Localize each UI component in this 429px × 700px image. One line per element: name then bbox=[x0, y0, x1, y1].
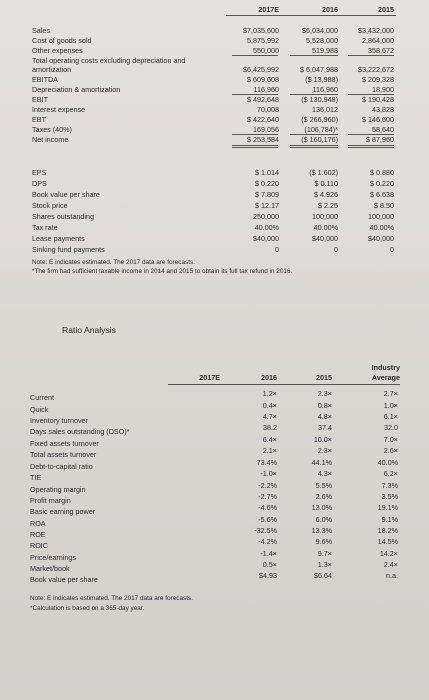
per-share-cell: $40,000 bbox=[253, 234, 279, 243]
ratio-cell-2016: $4.93 bbox=[259, 571, 277, 580]
ratio-cell-industry: 3.5% bbox=[381, 492, 398, 501]
ratio-cell-industry: 2.6× bbox=[383, 446, 398, 455]
net-income-double-rule bbox=[290, 147, 338, 148]
financials-cell: ($ 13,988) bbox=[305, 75, 338, 84]
ratio-cell-industry: 9.1% bbox=[381, 515, 398, 524]
ratio-row-label: ROIC bbox=[30, 541, 48, 550]
ratio-cell-2015: 6.0% bbox=[315, 515, 332, 524]
ratio-cell-industry: n.a. bbox=[386, 571, 398, 580]
per-share-cell: $ 8.50 bbox=[374, 201, 394, 210]
ratio-row-label: Market/book bbox=[30, 564, 70, 573]
ratio-cell-2015: 5.5% bbox=[315, 481, 332, 490]
financials-row-label: Interest expense bbox=[32, 105, 86, 114]
financials-row-label: Net income bbox=[32, 135, 69, 144]
ratio-header-rule bbox=[168, 384, 400, 385]
ratio-cell-2015: 9.7× bbox=[317, 549, 332, 558]
ratio-row-label: ROE bbox=[30, 530, 46, 539]
per-share-row-label: Book value per share bbox=[32, 190, 100, 199]
financials-header-2: 2015 bbox=[378, 5, 394, 14]
financials-cell: $3,222,672 bbox=[358, 65, 394, 74]
ratio-cell-2016: 1.2× bbox=[262, 389, 277, 398]
per-share-cell: $ 6.638 bbox=[370, 190, 394, 199]
financials-note: Note: E indicates estimated. The 2017 data are forecasts. bbox=[32, 259, 195, 266]
ratio-cell-industry: 7.3% bbox=[381, 481, 398, 490]
per-share-cell: $ 0.880 bbox=[370, 168, 394, 177]
ratio-cell-2016: 0.4× bbox=[262, 401, 277, 410]
financials-cell: 169,056 bbox=[253, 125, 279, 134]
net-income-double-rule bbox=[348, 147, 394, 148]
per-share-cell: $40,000 bbox=[368, 234, 394, 243]
financials-cell: 43,828 bbox=[372, 105, 394, 114]
financials-cell: ($ 130,948) bbox=[301, 95, 338, 104]
financials-cell: 58,640 bbox=[372, 125, 394, 134]
ratio-row-label: Days sales outstanding (DSO)* bbox=[30, 427, 130, 436]
financials-cell: $7,035,600 bbox=[243, 26, 279, 35]
ratio-cell-2015: 2.3× bbox=[317, 446, 332, 455]
ratio-cell-industry: 14.2× bbox=[379, 549, 398, 558]
financials-row-label: Taxes (40%) bbox=[32, 125, 72, 134]
ratio-cell-industry: 18.2% bbox=[377, 526, 398, 535]
financials-cell: 519,988 bbox=[312, 46, 338, 55]
ratio-cell-2015: 13.3% bbox=[311, 526, 332, 535]
financials-cell: 358,672 bbox=[368, 46, 394, 55]
net-income-rule bbox=[348, 145, 394, 146]
ratio-cell-industry: 2.4× bbox=[383, 560, 398, 569]
ratio-analysis-title: Ratio Analysis bbox=[62, 325, 116, 335]
ratio-cell-2015: 10.0× bbox=[313, 435, 332, 444]
ratio-cell-2015: 9.6% bbox=[315, 537, 332, 546]
ratio-cell-2016: -1.4× bbox=[260, 549, 277, 558]
ratio-cell-2015: 2.3× bbox=[317, 389, 332, 398]
ratio-row-label: ROA bbox=[30, 519, 46, 528]
ratio-cell-2016: 6.4× bbox=[262, 435, 277, 444]
ratio-note: Note: E indicates estimated. The 2017 data are forecasts. bbox=[30, 595, 193, 602]
financials-cell: 550,000 bbox=[253, 46, 279, 55]
financials-cell: 116,960 bbox=[253, 85, 279, 94]
net-income-double-rule bbox=[232, 147, 278, 148]
per-share-cell: $ 1.014 bbox=[255, 168, 279, 177]
ratio-cell-2016: -32.5% bbox=[254, 526, 277, 535]
financials-row-label: Sales bbox=[32, 26, 50, 35]
taxes-rule bbox=[290, 134, 338, 135]
financials-footnote: *The firm had sufficient taxable income in 2014 and 2015 to obtain its full tax refund in 2016. bbox=[32, 268, 293, 275]
net-income-rule bbox=[232, 145, 278, 146]
ratio-row-label: Debt-to-capital ratio bbox=[30, 462, 93, 471]
per-share-row-label: Shares outstanding bbox=[32, 212, 94, 221]
per-share-cell: $ 0.110 bbox=[314, 179, 338, 188]
ratio-footnote: *Calculation is based on a 365-day year. bbox=[30, 605, 145, 612]
per-share-cell: 40.00% bbox=[254, 223, 279, 232]
ratio-row-label: Operating margin bbox=[30, 485, 86, 494]
ratio-cell-industry: 7.0× bbox=[383, 435, 398, 444]
ratio-cell-2015: 0.8× bbox=[317, 401, 332, 410]
financials-cell: 2,864,000 bbox=[362, 36, 394, 45]
financials-cell: $ 6,047,988 bbox=[300, 65, 338, 74]
financials-row-label: EBT bbox=[32, 115, 46, 124]
financials-row-label: Depreciation & amortization bbox=[32, 85, 121, 94]
financials-cell: $ 146,600 bbox=[362, 115, 394, 124]
ratio-cell-2016: 2.1× bbox=[262, 446, 277, 455]
financials-cell: ($ 266,960) bbox=[301, 115, 338, 124]
financials-cell: $ 492,648 bbox=[247, 95, 279, 104]
ratio-cell-2016: 4.7× bbox=[262, 412, 277, 421]
financials-header-1: 2016 bbox=[322, 5, 338, 14]
ratio-header-average: Average bbox=[371, 373, 400, 382]
financials-cell: ($ 160,176) bbox=[301, 135, 338, 144]
financials-cell: $ 253,584 bbox=[247, 135, 279, 144]
header-rule bbox=[226, 15, 396, 16]
financials-cell: 5,528,000 bbox=[306, 36, 338, 45]
per-share-cell: ($ 1.602) bbox=[309, 168, 338, 177]
per-share-cell: $ 7.809 bbox=[255, 190, 279, 199]
taxes-rule bbox=[348, 134, 394, 135]
per-share-cell: $ 12.17 bbox=[255, 201, 279, 210]
financials-header-0: 2017E bbox=[258, 5, 279, 14]
ratio-cell-industry: 1.0× bbox=[383, 401, 398, 410]
ratio-cell-2016: -1.0× bbox=[260, 469, 277, 478]
per-share-cell: 100,000 bbox=[312, 212, 338, 221]
financials-cell: (106,784)* bbox=[304, 125, 338, 134]
ratio-cell-2015: 44.1% bbox=[311, 458, 332, 467]
financials-cell: $ 609,608 bbox=[247, 75, 279, 84]
ratio-cell-2015: 37.4 bbox=[318, 423, 332, 432]
ratio-row-label: Total assets turnover bbox=[30, 450, 97, 459]
financials-cell: $6,034,000 bbox=[302, 26, 338, 35]
financials-cell: $ 190,428 bbox=[362, 95, 394, 104]
depreciation-rule bbox=[290, 94, 338, 95]
ratio-cell-industry: 6.2× bbox=[383, 469, 398, 478]
ratio-row-label: Price/earnings bbox=[30, 553, 76, 562]
financials-row-label: Cost of goods sold bbox=[32, 36, 92, 45]
ratio-row-label: Quick bbox=[30, 405, 49, 414]
per-share-cell: $40,000 bbox=[312, 234, 338, 243]
ratio-cell-2015: 4.8× bbox=[317, 412, 332, 421]
ratio-cell-2015: 4.3× bbox=[317, 469, 332, 478]
per-share-row-label: Tax rate bbox=[32, 223, 58, 232]
ratio-header-2016: 2016 bbox=[261, 373, 277, 382]
financials-row-label: EBIT bbox=[32, 95, 48, 104]
ratio-row-label: Book value per share bbox=[30, 575, 98, 584]
per-share-cell: $ 4.926 bbox=[314, 190, 338, 199]
financials-cell: 18,900 bbox=[372, 85, 394, 94]
per-share-row-label: Sinking fund payments bbox=[32, 245, 105, 254]
ratio-cell-2015: 1.3× bbox=[317, 560, 332, 569]
ratio-cell-industry: 32.0 bbox=[384, 423, 398, 432]
per-share-cell: $ 0.220 bbox=[255, 179, 279, 188]
per-share-cell: 250,000 bbox=[253, 212, 279, 221]
per-share-cell: 0 bbox=[334, 245, 338, 254]
ratio-cell-industry: 40.0% bbox=[377, 458, 398, 467]
ratio-cell-2015: $6.64 bbox=[314, 571, 332, 580]
financials-row-label: Other expenses bbox=[32, 46, 83, 55]
per-share-cell: 100,000 bbox=[368, 212, 394, 221]
ratio-row-label: Current bbox=[30, 393, 54, 402]
financials-cell: $ 422,640 bbox=[247, 115, 279, 124]
ratio-cell-2016: 0.5× bbox=[262, 560, 277, 569]
financials-cell: $6,425,992 bbox=[243, 65, 279, 74]
per-share-cell: $ 0.220 bbox=[370, 179, 394, 188]
ratio-row-label: TIE bbox=[30, 473, 42, 482]
ratio-header-2015: 2015 bbox=[316, 373, 332, 382]
financials-cell: 70,008 bbox=[257, 105, 279, 114]
financials-cell: 116,960 bbox=[312, 85, 338, 94]
per-share-cell: 40.00% bbox=[313, 223, 338, 232]
ratio-row-label: Profit margin bbox=[30, 496, 71, 505]
ratio-cell-industry: 6.1× bbox=[383, 412, 398, 421]
other-expenses-rule bbox=[348, 55, 394, 56]
ratio-cell-2016: -5.6% bbox=[258, 515, 277, 524]
ratio-cell-2015: 13.0% bbox=[311, 503, 332, 512]
depreciation-rule bbox=[232, 94, 278, 95]
financials-cell: 5,875,992 bbox=[247, 36, 279, 45]
per-share-row-label: Lease payments bbox=[32, 234, 85, 243]
financials-cell: $3,432,000 bbox=[358, 26, 394, 35]
per-share-cell: 0 bbox=[275, 245, 279, 254]
ratio-cell-industry: 19.1% bbox=[377, 503, 398, 512]
ratio-cell-2016: 38.2 bbox=[263, 423, 277, 432]
depreciation-rule bbox=[348, 94, 394, 95]
ratio-cell-industry: 14.5% bbox=[377, 537, 398, 546]
ratio-row-label: Basic earning power bbox=[30, 507, 96, 516]
financials-row-label: amortization bbox=[32, 65, 72, 74]
ratio-cell-2016: 73.4% bbox=[256, 458, 277, 467]
per-share-cell: $ 2.25 bbox=[318, 201, 338, 210]
per-share-row-label: EPS bbox=[32, 168, 47, 177]
financials-cell: 136,012 bbox=[312, 105, 338, 114]
ratio-cell-2016: -2.2% bbox=[258, 481, 277, 490]
financials-row-label: EBITDA bbox=[32, 75, 58, 84]
taxes-rule bbox=[232, 134, 278, 135]
ratio-cell-2016: -4.2% bbox=[258, 537, 277, 546]
financials-row-label: Total operating costs excluding depreciation and bbox=[32, 56, 186, 65]
ratio-header-industry: Industry bbox=[371, 363, 400, 372]
per-share-cell: 0 bbox=[390, 245, 394, 254]
per-share-row-label: Stock price bbox=[32, 201, 68, 210]
per-share-row-label: DPS bbox=[32, 179, 47, 188]
ratio-cell-2016: -4.6% bbox=[258, 503, 277, 512]
ratio-cell-industry: 2.7× bbox=[383, 389, 398, 398]
other-expenses-rule bbox=[290, 55, 338, 56]
other-expenses-rule bbox=[232, 55, 278, 56]
ratio-row-label: Fixed assets turnover bbox=[30, 439, 99, 448]
ratio-header-2017e: 2017E bbox=[199, 373, 220, 382]
ratio-cell-2016: -2.7% bbox=[258, 492, 277, 501]
net-income-rule bbox=[290, 145, 338, 146]
ratio-row-label: Inventory turnover bbox=[30, 416, 88, 425]
financials-cell: $ 87,960 bbox=[366, 135, 394, 144]
per-share-cell: 40.00% bbox=[369, 223, 394, 232]
ratio-cell-2015: 2.6% bbox=[315, 492, 332, 501]
financials-cell: $ 209,328 bbox=[362, 75, 394, 84]
